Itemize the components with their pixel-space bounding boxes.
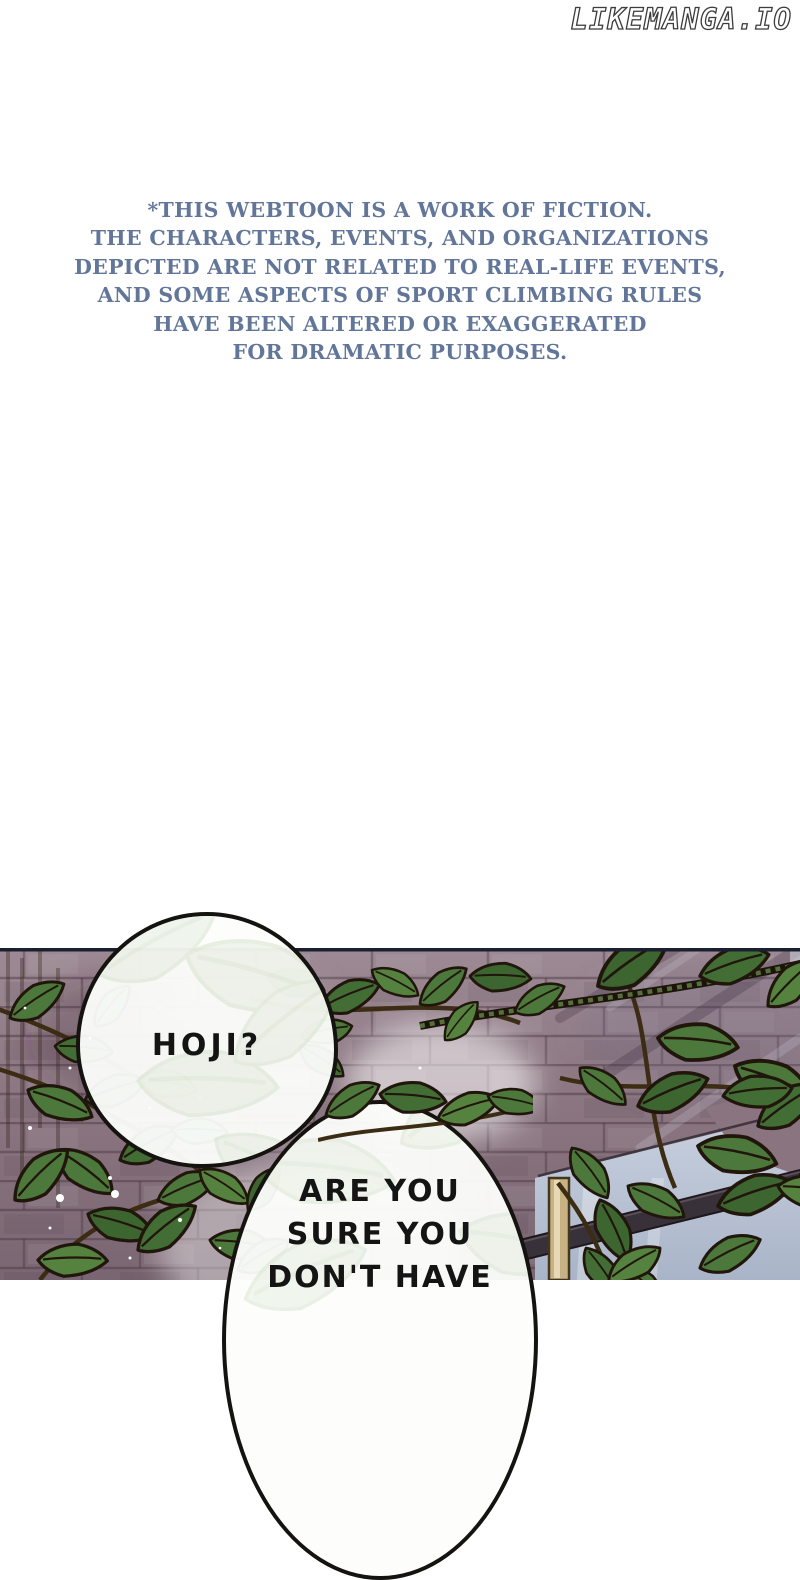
disclaimer-line: *THIS WEBTOON IS A WORK OF FICTION. xyxy=(147,198,653,222)
speech-line: DON'T HAVE xyxy=(267,1260,493,1295)
disclaimer-line: FOR DRAMATIC PURPOSES. xyxy=(232,340,568,365)
disclaimer-line: DEPICTED ARE NOT RELATED TO REAL-LIFE EVENTS, xyxy=(74,254,726,279)
speech-bubble-question xyxy=(222,1100,538,1580)
disclaimer-text xyxy=(0,196,800,366)
disclaimer-line: HAVE BEEN ALTERED OR EXAGGERATED xyxy=(153,311,647,336)
speech-line: ARE YOU xyxy=(299,1174,461,1209)
speech-line: SURE YOU xyxy=(286,1217,474,1252)
site-watermark: LIKEMANGA.IO xyxy=(570,2,792,36)
disclaimer-line: AND SOME ASPECTS OF SPORT CLIMBING RULES xyxy=(97,283,703,308)
disclaimer-line: THE CHARACTERS, EVENTS, AND ORGANIZATIONS xyxy=(90,226,710,251)
speech-text-hoji: HOJI? xyxy=(151,1028,263,1063)
